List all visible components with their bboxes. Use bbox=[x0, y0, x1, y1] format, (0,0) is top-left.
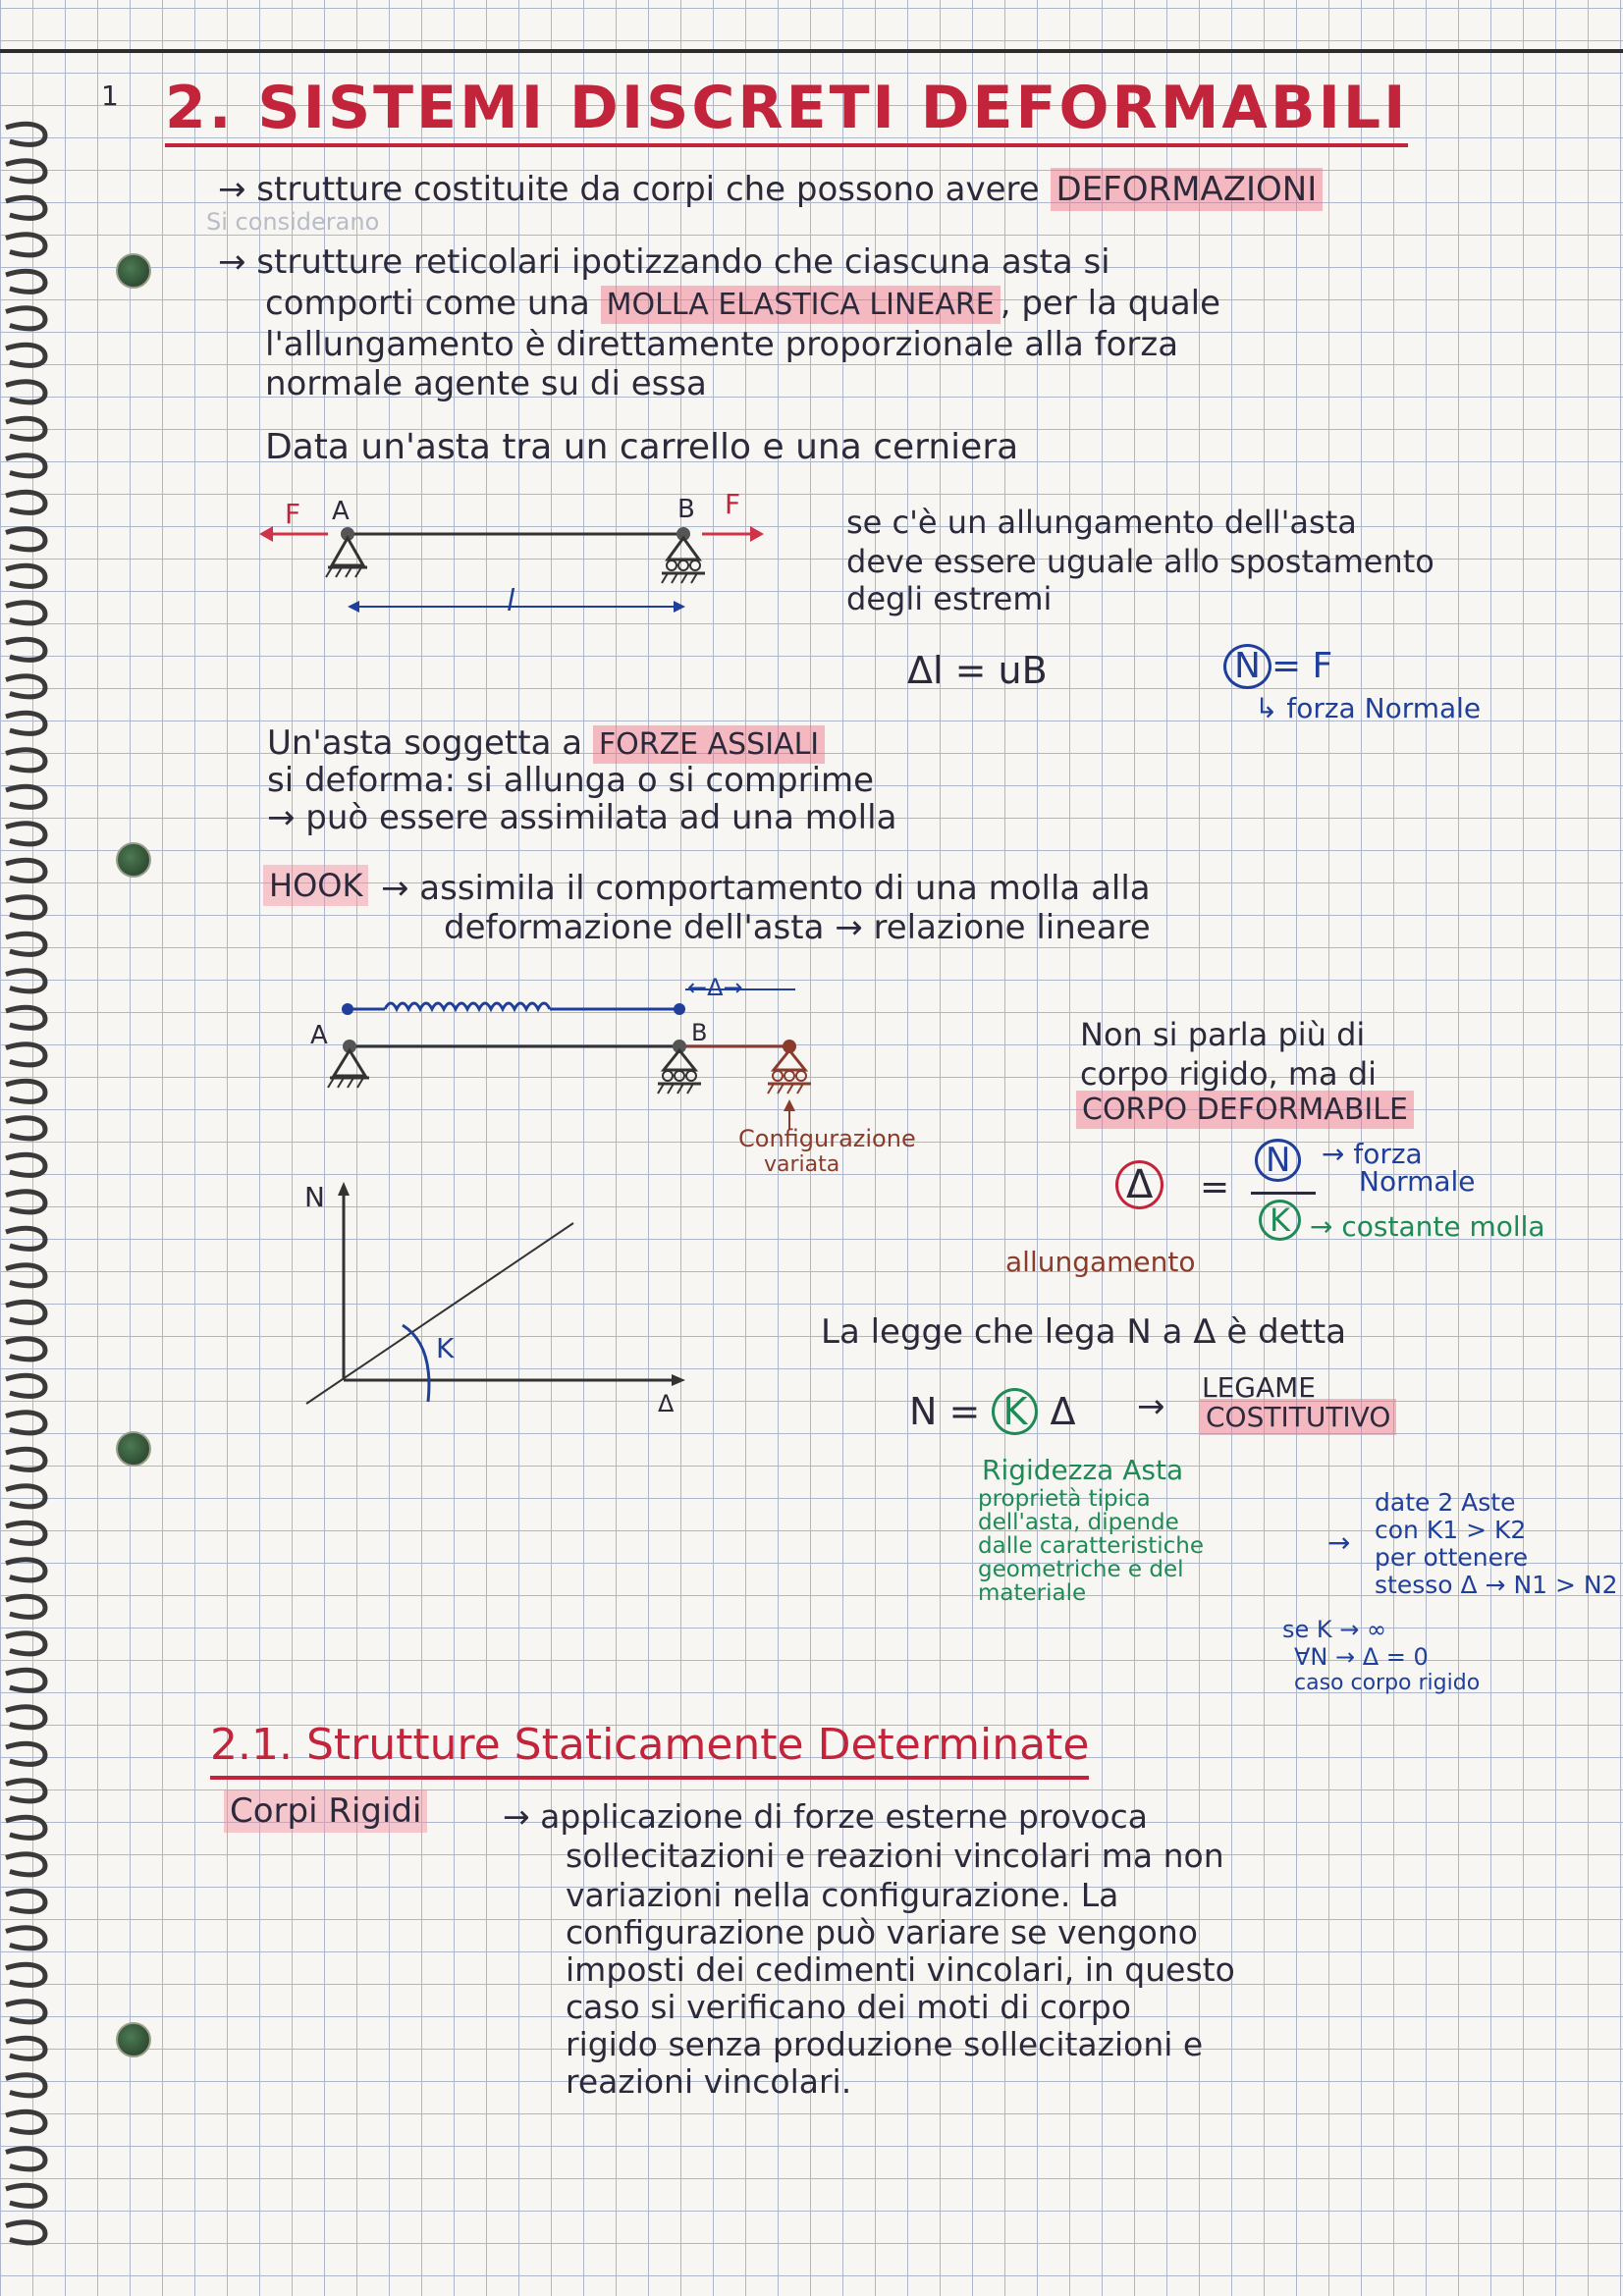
section-21-title: 2.1. Strutture Staticamente Determinate bbox=[210, 1724, 1089, 1767]
force-label-right: F bbox=[725, 488, 741, 520]
costante-label: → costante molla bbox=[1310, 1210, 1545, 1243]
delta-arrow-label: ←Δ→ bbox=[687, 974, 743, 1001]
spiral-ring bbox=[6, 1928, 45, 1949]
aste-line-3: per ottenere bbox=[1375, 1543, 1529, 1572]
spiral-ring bbox=[6, 1817, 45, 1838]
binder-hole bbox=[116, 1431, 151, 1467]
section-21-line-4: configurazione può variare se vengono bbox=[566, 1913, 1198, 1951]
spiral-ring bbox=[6, 529, 45, 550]
section-21-line-6: caso si verificano dei moti di corpo bbox=[566, 1988, 1131, 2026]
support-label-b: B bbox=[677, 495, 695, 524]
elongation-equation: Δl = uB bbox=[907, 649, 1048, 692]
infinity-line-3: caso corpo rigido bbox=[1294, 1671, 1481, 1695]
spiral-ring bbox=[6, 897, 45, 918]
spiral-ring bbox=[6, 235, 45, 255]
length-label: l bbox=[507, 584, 515, 618]
spiral-ring bbox=[6, 786, 45, 807]
binder-hole bbox=[116, 2022, 151, 2057]
rigidezza-line-4: geometriche e del bbox=[978, 1557, 1184, 1582]
spring-label-a: A bbox=[310, 1021, 328, 1050]
spiral-ring bbox=[6, 161, 45, 182]
explanation-line-1: se c'è un allungamento dell'asta bbox=[846, 504, 1357, 541]
assiali-line-2: si deforma: si allunga o si comprime bbox=[267, 761, 875, 800]
spiral-ring bbox=[6, 1413, 45, 1433]
rigidezza-line-2: dell'asta, dipende bbox=[978, 1510, 1179, 1535]
spiral-ring bbox=[6, 750, 45, 771]
delta-circled: Δ bbox=[1115, 1160, 1163, 1209]
spiral-ring bbox=[6, 1743, 45, 1764]
section-21-line-8: reazioni vincolari. bbox=[566, 2062, 852, 2101]
spiral-ring bbox=[6, 455, 45, 476]
spiral-ring bbox=[6, 1375, 45, 1396]
spiral-ring bbox=[6, 1964, 45, 1985]
section-21-line-5: imposti dei cedimenti vincolari, in questo bbox=[566, 1950, 1235, 1989]
legge-equation: N = K Δ bbox=[909, 1390, 1076, 1433]
graph-x-label: Δ bbox=[658, 1390, 675, 1417]
spiral-ring bbox=[6, 824, 45, 844]
spiral-ring bbox=[6, 2111, 45, 2132]
config-label-1: Configurazione bbox=[738, 1125, 916, 1152]
spiral-ring bbox=[6, 492, 45, 512]
spiral-ring bbox=[6, 1007, 45, 1028]
spiral-ring bbox=[6, 1044, 45, 1065]
spiral-ring bbox=[6, 1781, 45, 1801]
fraction-bar bbox=[1251, 1192, 1316, 1195]
spiral-ring bbox=[6, 1265, 45, 1286]
hook-label: HOOK bbox=[263, 870, 368, 901]
note-line-2: corpo rigido, ma di bbox=[1080, 1055, 1378, 1093]
spiral-ring bbox=[6, 1707, 45, 1728]
asta-heading: Data un'asta tra un carrello e una cerniera bbox=[265, 427, 1019, 467]
spiral-ring bbox=[6, 1118, 45, 1139]
spiral-ring bbox=[6, 1854, 45, 1875]
section-21-line-1: → applicazione di forze esterne provoca bbox=[503, 1797, 1148, 1836]
delta-equals: = bbox=[1200, 1167, 1230, 1207]
binder-hole bbox=[116, 842, 151, 878]
spiral-ring bbox=[6, 1560, 45, 1580]
hook-line-2: deformazione dell'asta → relazione lineare bbox=[444, 908, 1151, 947]
spiral-ring bbox=[6, 308, 45, 329]
page-number: 1 bbox=[101, 80, 119, 112]
force-label-left: F bbox=[285, 498, 301, 530]
corpi-rigidi-label: Corpi Rigidi bbox=[224, 1794, 427, 1828]
spiral-ring bbox=[6, 565, 45, 586]
spiral-ring bbox=[6, 603, 45, 623]
forza-label-1: → forza bbox=[1322, 1138, 1423, 1170]
config-label-2: variata bbox=[764, 1152, 840, 1177]
aste-line-4: stesso Δ → N1 > N2 bbox=[1375, 1571, 1618, 1599]
assiali-line-1: Un'asta soggetta a FORZE ASSIALI bbox=[267, 726, 825, 760]
support-label-a: A bbox=[332, 497, 350, 526]
spiral-ring bbox=[6, 639, 45, 660]
aste-arrow: → bbox=[1327, 1526, 1351, 1559]
rigidezza-line-5: materiale bbox=[978, 1580, 1087, 1606]
fraction-denominator: K bbox=[1259, 1200, 1301, 1241]
aste-line-2: con K1 > K2 bbox=[1375, 1516, 1527, 1544]
spiral-ring bbox=[6, 2149, 45, 2169]
assiali-line-3: → può essere assimilata ad una molla bbox=[267, 798, 897, 837]
intro-line-1: → strutture costituite da corpi che possono avere DEFORMAZIONI bbox=[218, 173, 1323, 206]
section-21-line-3: variazioni nella configurazione. La bbox=[566, 1876, 1119, 1914]
rigidezza-line-3: dalle caratteristiche bbox=[978, 1533, 1205, 1559]
spiral-ring bbox=[6, 676, 45, 697]
fraction-numerator: N bbox=[1255, 1139, 1301, 1182]
binder-hole bbox=[116, 253, 151, 289]
spiral-ring bbox=[6, 1302, 45, 1322]
spiral-ring bbox=[6, 1192, 45, 1212]
intro-line-5: normale agente su di essa bbox=[265, 364, 707, 403]
explanation-line-3: degli estremi bbox=[846, 580, 1053, 617]
spiral-ring bbox=[6, 1449, 45, 1469]
normal-force-label: ↳ forza Normale bbox=[1255, 692, 1482, 724]
spiral-ring bbox=[6, 1522, 45, 1543]
spiral-ring bbox=[6, 418, 45, 439]
spring-beam-diagram bbox=[314, 972, 825, 1139]
spiral-ring bbox=[6, 1081, 45, 1101]
note-line-3: CORPO DEFORMABILE bbox=[1076, 1095, 1414, 1125]
spiral-ring bbox=[6, 1154, 45, 1175]
allungamento-label: allungamento bbox=[1005, 1246, 1196, 1278]
spiral-ring bbox=[6, 2075, 45, 2096]
spiral-ring bbox=[6, 934, 45, 954]
aste-line-1: date 2 Aste bbox=[1375, 1488, 1516, 1517]
page-title: 2. SISTEMI DISCRETI DEFORMABILI bbox=[165, 79, 1408, 147]
spiral-ring bbox=[6, 1670, 45, 1690]
forza-label-2: Normale bbox=[1359, 1165, 1476, 1198]
spiral-ring bbox=[6, 1596, 45, 1617]
spiral-ring bbox=[6, 271, 45, 292]
intro-line-4: l'allungamento è direttamente proporzionale alla forza bbox=[265, 325, 1179, 364]
spiral-ring bbox=[6, 124, 45, 144]
intro-line-2: → strutture reticolari ipotizzando che ciascuna asta si bbox=[218, 242, 1110, 282]
spiral-ring bbox=[6, 1228, 45, 1249]
rigidezza-title: Rigidezza Asta bbox=[982, 1454, 1184, 1486]
spiral-ring bbox=[6, 1486, 45, 1507]
spiral-ring bbox=[6, 971, 45, 991]
page-top-edge bbox=[0, 49, 1623, 53]
section-21-line-2: sollecitazioni e reazioni vincolari ma non bbox=[566, 1837, 1224, 1875]
intro-line-3: comporti come una MOLLA ELASTICA LINEARE , per la quale bbox=[265, 284, 1221, 323]
n-delta-graph bbox=[295, 1178, 707, 1417]
note-line-1: Non si parla più di bbox=[1080, 1016, 1366, 1053]
spiral-ring bbox=[6, 382, 45, 402]
spiral-ring bbox=[6, 1891, 45, 1911]
spiral-ring bbox=[6, 345, 45, 365]
spiral-ring bbox=[6, 713, 45, 733]
spiral-ring bbox=[6, 1633, 45, 1654]
normal-force-equation: N = F bbox=[1223, 644, 1332, 689]
hook-line-1: → assimila il comportamento di una molla alla bbox=[381, 869, 1151, 908]
section-21-line-7: rigido senza produzione sollecitazioni e bbox=[566, 2025, 1204, 2063]
infinity-line-1: se K → ∞ bbox=[1282, 1616, 1386, 1643]
spiral-ring bbox=[6, 1339, 45, 1360]
legame-1: LEGAME bbox=[1202, 1371, 1316, 1404]
spring-label-b: B bbox=[691, 1019, 708, 1046]
spiral-ring bbox=[6, 197, 45, 218]
spiral-ring bbox=[6, 860, 45, 881]
graph-y-label: N bbox=[304, 1181, 325, 1213]
spiral-ring bbox=[6, 2222, 45, 2243]
graph-slope-label: K bbox=[436, 1332, 455, 1364]
explanation-line-2: deve essere uguale allo spostamento bbox=[846, 543, 1434, 580]
legame-2: COSTITUTIVO bbox=[1200, 1404, 1396, 1431]
spiral-ring bbox=[6, 2038, 45, 2058]
spiral-binding bbox=[0, 118, 59, 2258]
rigidezza-line-1: proprietà tipica bbox=[978, 1486, 1151, 1512]
legge-line: La legge che lega N a Δ è detta bbox=[821, 1312, 1347, 1352]
spiral-ring bbox=[6, 2002, 45, 2022]
legge-arrow: → bbox=[1137, 1387, 1165, 1426]
infinity-line-2: ∀N → Δ = 0 bbox=[1294, 1643, 1429, 1671]
spiral-ring bbox=[6, 2185, 45, 2206]
faded-note: Si considerano bbox=[206, 208, 380, 236]
